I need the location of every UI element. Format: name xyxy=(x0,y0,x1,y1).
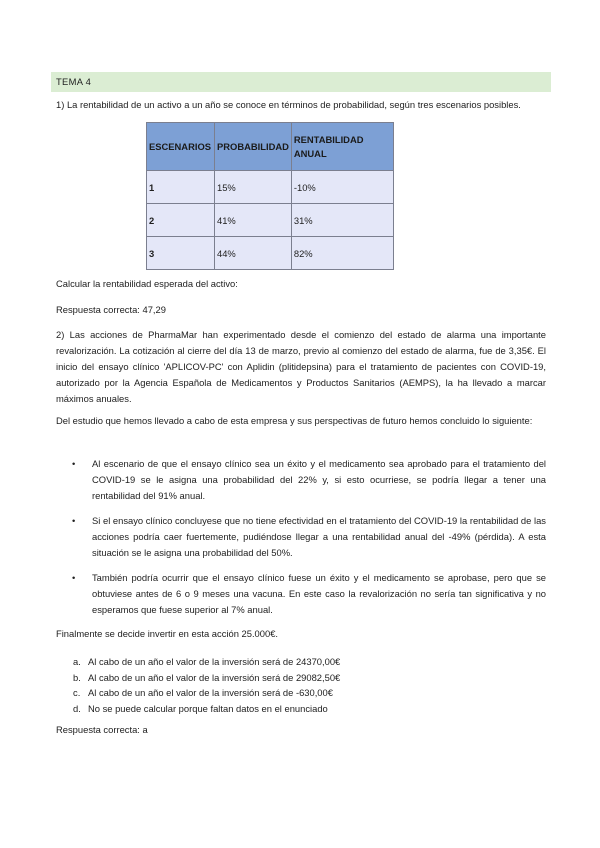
option-letter: b. xyxy=(73,671,81,683)
investment-statement: Finalmente se decide invertir en esta acción 25.000€. xyxy=(56,628,279,639)
table-header-rentabilidad: RENTABILIDAD ANUAL xyxy=(291,123,393,171)
option-text: Al cabo de un año el valor de la inversión será de -630,00€ xyxy=(88,687,333,698)
cell-rentabilidad: -10% xyxy=(291,171,393,204)
answer-options xyxy=(56,654,546,716)
scenario-list xyxy=(56,456,546,627)
option-text: Al cabo de un año el valor de la inversión será de 29082,50€ xyxy=(88,671,341,683)
cell-escenario: 3 xyxy=(147,237,215,270)
list-item-text: También podría ocurrir que el ensayo clínico fuese un éxito y el medicamento se aprobase, pero que se obtuviese antes de 6 o 9 meses una vacuna. En este caso la revalorización no sería tan significativa y no esperamos que fuese superior al 7% anual. xyxy=(92,572,546,615)
question-1-answer: Respuesta correcta: 47,29 xyxy=(56,304,166,315)
bullet-icon: • xyxy=(72,458,76,469)
table-header-escenarios: ESCENARIOS xyxy=(147,123,215,171)
list-item-text: Si el ensayo clínico concluyese que no tiene efectividad en el tratamiento del COVID-19 la rentabilidad de las acciones podría caer fuertemente, pudiéndose llegar a una rentabilidad anual del -49% (pérdida). A esta situación se le asigna una probabilidad del 50%. xyxy=(92,515,546,558)
option-text: No se puede calcular porque faltan datos en el enunciado xyxy=(88,702,328,714)
cell-probabilidad: 41% xyxy=(215,204,292,237)
option-c xyxy=(56,685,546,701)
list-item-text: Al escenario de que el ensayo clínico sea un éxito y el medicamento sea aprobado para el tratamiento del COVID-19 se le asigna una probabilidad del 22% y, si esto ocurriese, se podría llegar a tener una rentabilidad del 91% anual. xyxy=(92,458,546,501)
option-d xyxy=(56,701,546,717)
option-letter: c. xyxy=(73,687,81,698)
section-header: TEMA 4 xyxy=(51,72,551,92)
option-text: Al cabo de un año el valor de la inversión será de 24370,00€ xyxy=(88,656,341,667)
table-row xyxy=(147,237,394,270)
table-row xyxy=(147,204,394,237)
question-2-study: Del estudio que hemos llevado a cabo de esta empresa y sus perspectivas de futuro hemos concluido lo siguiente: xyxy=(56,415,533,426)
option-letter: a. xyxy=(73,656,81,667)
option-letter: d. xyxy=(73,702,81,714)
bullet-icon: • xyxy=(72,515,76,526)
question-2-answer: Respuesta correcta: a xyxy=(56,724,148,735)
table-row xyxy=(147,171,394,204)
table-header-row xyxy=(147,123,394,171)
list-item xyxy=(56,570,546,618)
option-b xyxy=(56,670,546,686)
list-item xyxy=(56,456,546,504)
question-1-prompt: Calcular la rentabilidad esperada del activo: xyxy=(56,278,238,289)
bullet-icon: • xyxy=(72,572,76,583)
cell-probabilidad: 44% xyxy=(215,237,292,270)
list-item xyxy=(56,513,546,561)
cell-probabilidad: 15% xyxy=(215,171,292,204)
cell-escenario: 2 xyxy=(147,204,215,237)
question-2-intro: 2) Las acciones de PharmaMar han experimentado desde el comienzo del estado de alarma una importante revalorización. La cotización al cierre del día 13 de marzo, previo al comienzo del estado de alarma, fue de 3,35€. El inicio del ensayo clínico 'APLICOV-PC' con Aplidin (plitidepsina) para el tratamiento de pacientes con COVID-19, autorizado por la Agencia Española de Medicamentos y Productos Sanitarios (AEMPS), la ha llevado a marcar máximos anuales. xyxy=(56,329,546,404)
cell-escenario: 1 xyxy=(147,171,215,204)
table-header-probabilidad: PROBABILIDAD xyxy=(215,123,292,171)
question-1-statement: 1) La rentabilidad de un activo a un año se conoce en términos de probabilidad, según tres escenarios posibles. xyxy=(56,99,521,110)
scenarios-table xyxy=(146,122,394,270)
option-a xyxy=(56,654,546,670)
cell-rentabilidad: 31% xyxy=(291,204,393,237)
cell-rentabilidad: 82% xyxy=(291,237,393,270)
